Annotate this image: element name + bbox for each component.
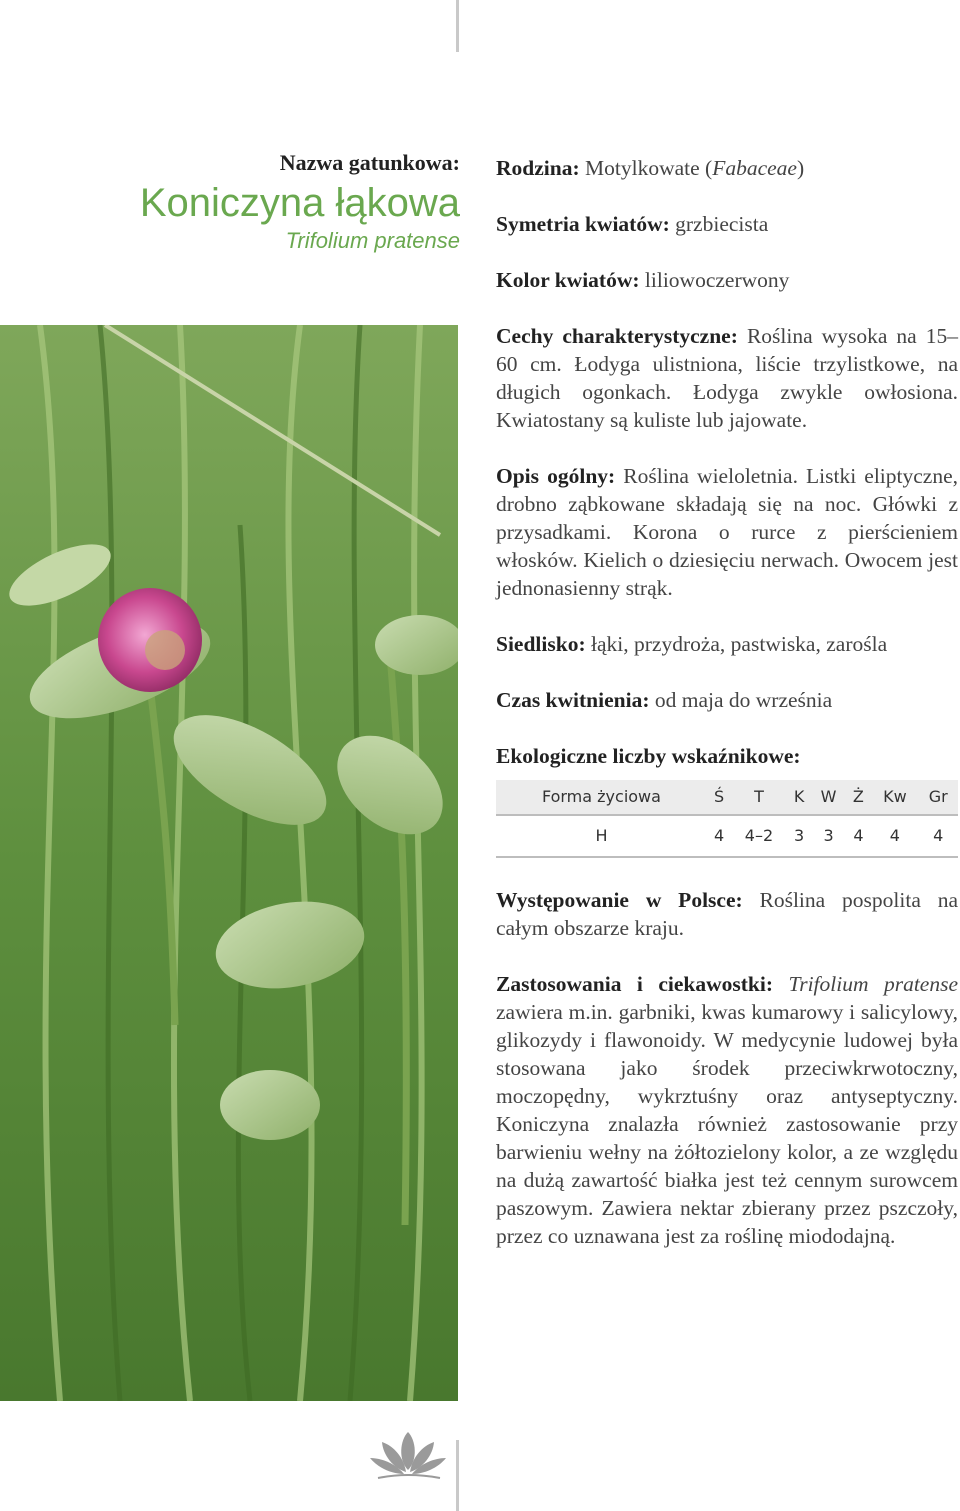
value-life-form: H	[496, 815, 707, 857]
color-value: liliowoczerwony	[644, 268, 790, 292]
family-latin: Fabaceae	[712, 156, 797, 180]
uses-latin: Trifolium pratense	[788, 972, 958, 996]
header-z: Ż	[846, 780, 872, 815]
occurrence-text: Roślina pospolita na całym obszarze kraju.	[496, 888, 958, 940]
uses-text: zawiera m.in. garbniki, kwas kumarowy i salicylowy, glikozydy i flawonoidy. W medycynie ludowej była stosowana jako środek przeciwkrwotoczny, moczopędny, wykrztuśny oraz antyseptyczny. Koniczyna znalazła również zastosowanie przy barwieniu wełny na żółtozielony kolor, a ze względu na dużą zawartość białka jest też cennym surowcem paszowym. Zawiera nektar zbierany przez pszczoły, przez co uznawana jest za roślinę miododajną.	[496, 1000, 958, 1248]
symmetry-row	[496, 210, 958, 238]
flowering-value: od maja do września	[654, 688, 833, 712]
species-name-polish: Koniczyna łąkowa	[139, 181, 460, 225]
indicators-header-row	[496, 780, 958, 815]
indicators-table	[496, 780, 958, 858]
symmetry-label: Symetria kwiatów:	[496, 212, 670, 236]
header-s: Ś	[707, 780, 731, 815]
header-life-form: Forma życiowa	[496, 780, 707, 815]
uses-paragraph	[496, 970, 958, 1250]
value-z: 4	[846, 815, 872, 857]
header-gr: Gr	[919, 780, 958, 815]
family-label: Rodzina:	[496, 156, 580, 180]
general-text: Roślina wieloletnia. Listki eliptyczne, drobno ząbkowane składają się na noc. Główki z przysadkami. Korona o rurce z pierścieniem włosków. Kielich o dziesięciu nerwach. Owocem jest jednonasienny strąk.	[496, 464, 958, 600]
header-kw: Kw	[871, 780, 918, 815]
features-paragraph	[496, 322, 958, 434]
leaf-logo-icon	[368, 1430, 448, 1480]
occurrence-label: Występowanie w Polsce:	[496, 888, 743, 912]
header-w: W	[812, 780, 846, 815]
bottom-divider	[456, 1440, 459, 1511]
color-row	[496, 266, 958, 294]
family-value-end: )	[796, 156, 805, 180]
species-name-block	[20, 150, 460, 254]
value-t: 4–2	[731, 815, 786, 857]
habitat-row	[496, 630, 958, 658]
general-label: Opis ogólny:	[496, 464, 616, 488]
value-gr: 4	[919, 815, 958, 857]
features-label: Cechy charakterystyczne:	[496, 324, 738, 348]
general-description-paragraph	[496, 462, 958, 602]
flowering-label: Czas kwitnienia:	[496, 688, 650, 712]
value-k: 3	[787, 815, 812, 857]
header-t: T	[731, 780, 786, 815]
family-value: Motylkowate (	[585, 156, 713, 180]
occurrence-paragraph	[496, 886, 958, 942]
indicators-value-row	[496, 815, 958, 857]
symmetry-value: grzbiecista	[675, 212, 769, 236]
species-name-latin: Trifolium pratense	[285, 228, 460, 253]
indicators-title: Ekologiczne liczby wskaźnikowe:	[496, 744, 801, 768]
color-label: Kolor kwiatów:	[496, 268, 640, 292]
family-row	[496, 154, 958, 182]
habitat-label: Siedlisko:	[496, 632, 586, 656]
species-name-label: Nazwa gatunkowa:	[279, 150, 460, 175]
habitat-value: łąki, przydroża, pastwiska, zarośla	[591, 632, 888, 656]
clover-photo-image	[0, 325, 458, 1401]
header-k: K	[787, 780, 812, 815]
value-kw: 4	[871, 815, 918, 857]
description-column	[496, 154, 958, 1278]
uses-label: Zastosowania i ciekawostki:	[496, 972, 773, 996]
clover-photo	[0, 325, 458, 1401]
top-divider	[456, 0, 459, 52]
value-s: 4	[707, 815, 731, 857]
value-w: 3	[812, 815, 846, 857]
flowering-row	[496, 686, 958, 714]
features-text: Roślina wysoka na 15–60 cm. Łodyga ulistniona, liście trzylistkowe, na długich ogonkach. Łodyga zwykle owłosiona. Kwiatostany są kuliste lub jajowate.	[496, 324, 958, 432]
